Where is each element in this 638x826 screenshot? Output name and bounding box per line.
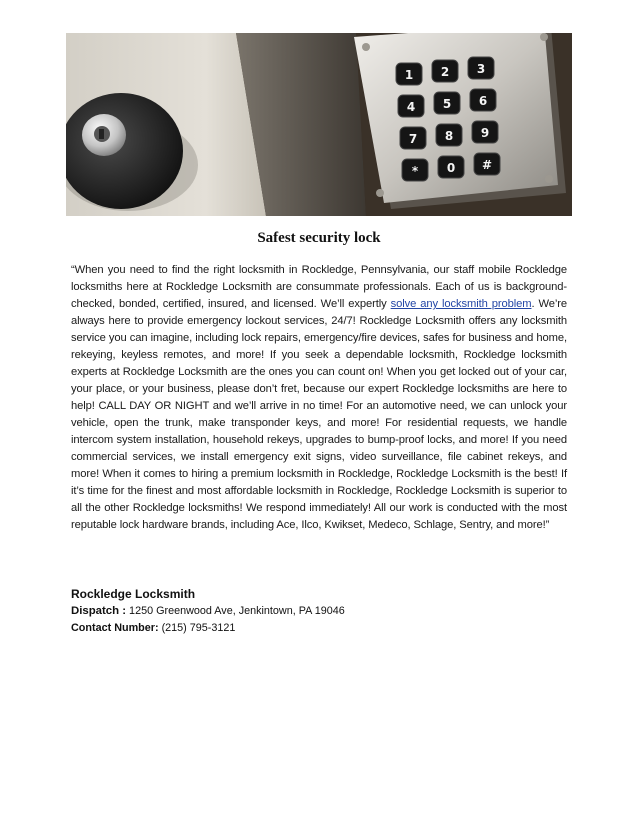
keypad-key	[438, 156, 464, 178]
phone-label: Contact Number:	[71, 622, 159, 634]
company-name: Rockledge Locksmith	[71, 587, 196, 601]
keypad-key-label: 0	[446, 161, 456, 175]
dispatch-line	[71, 603, 345, 620]
keypad-key	[470, 89, 496, 111]
keypad-icon	[354, 33, 566, 209]
lock-illustration	[66, 33, 572, 216]
keypad-key-label: 6	[478, 94, 488, 108]
phone-line	[71, 620, 345, 637]
locksmith-problem-link[interactable]: solve any locksmith problem	[390, 298, 532, 310]
keypad-key	[472, 121, 498, 143]
keypad-key	[402, 159, 428, 181]
keypad-key	[396, 63, 422, 85]
keypad-key-label: 4	[406, 100, 416, 114]
keypad-key-label: #	[481, 158, 493, 172]
keypad-key	[474, 153, 500, 175]
phone-number: (215) 795-3121	[158, 622, 236, 634]
dispatch-address: 1250 Greenwood Ave, Jenkintown, PA 19046	[126, 605, 345, 617]
keypad-key	[398, 95, 424, 117]
body-text-intro: “When you need to find the right locksmith in Rockledge, Pennsylvania, our staff mobile Rockledge locksmiths here at Rockledge Locksmith are consummate professionals. Each of us is background-checked, bonded, certified, insured, and licensed. We’ll expertly	[71, 264, 567, 310]
keypad-key-label: 5	[442, 97, 452, 111]
keypad-key	[468, 57, 494, 79]
page-title: Safest security lock	[257, 230, 381, 246]
keypad-key-label: 1	[404, 68, 414, 82]
keypad-key-label: 7	[408, 132, 418, 146]
keypad-key-label: 2	[440, 65, 450, 79]
keypad-key	[436, 124, 462, 146]
keypad-key	[434, 92, 460, 114]
dispatch-label: Dispatch :	[71, 605, 127, 617]
contact-block	[71, 586, 345, 637]
body-paragraph	[71, 262, 567, 534]
keypad-key-label: 9	[480, 126, 490, 140]
keypad-key-label: 3	[476, 62, 486, 76]
keypad-key	[400, 127, 426, 149]
hero-image	[66, 33, 572, 216]
body-text-rest: . We’re always here to provide emergency lockout services, 24/7! Rockledge Locksmith offers any locksmith service you can imagine, including lock repairs, emergency/fire devices, safes for business and home, rekeying, keyless remotes, and more! If you seek a dependable locksmith, Rockledge locksmith experts at Rockledge Locksmith are the ones you can count on! When you get locked out of your car, your place, or your business, please don’t fret, because our expert Rockledge locksmiths are here to help! CALL DAY OR NIGHT and we’ll arrive in no time! For an automotive need, we can unlock your vehicle, open the trunk, make transponder keys, and more! For residential requests, we handle intercom system installation, household rekeys, upgrades to bump-proof locks, and more! If you need commercial services, we install emergency exit signs, video surveillance, file cabinet rekeys, and more! When it comes to hiring a premium locksmith in Rockledge, Rockledge Locksmith is the best! If it’s time for the finest and most affordable locksmith in Rockledge, Rockledge Locksmith is superior to all the other Rockledge locksmiths! We respond immediately! All our work is conducted with the most reputable lock hardware brands, including Ace, Ilco, Kwikset, Medeco, Schlage, Sentry, and more!”	[71, 298, 567, 531]
keypad-key	[432, 60, 458, 82]
keypad-key-label: 8	[444, 129, 454, 143]
keypad-key-label: *	[411, 164, 419, 178]
